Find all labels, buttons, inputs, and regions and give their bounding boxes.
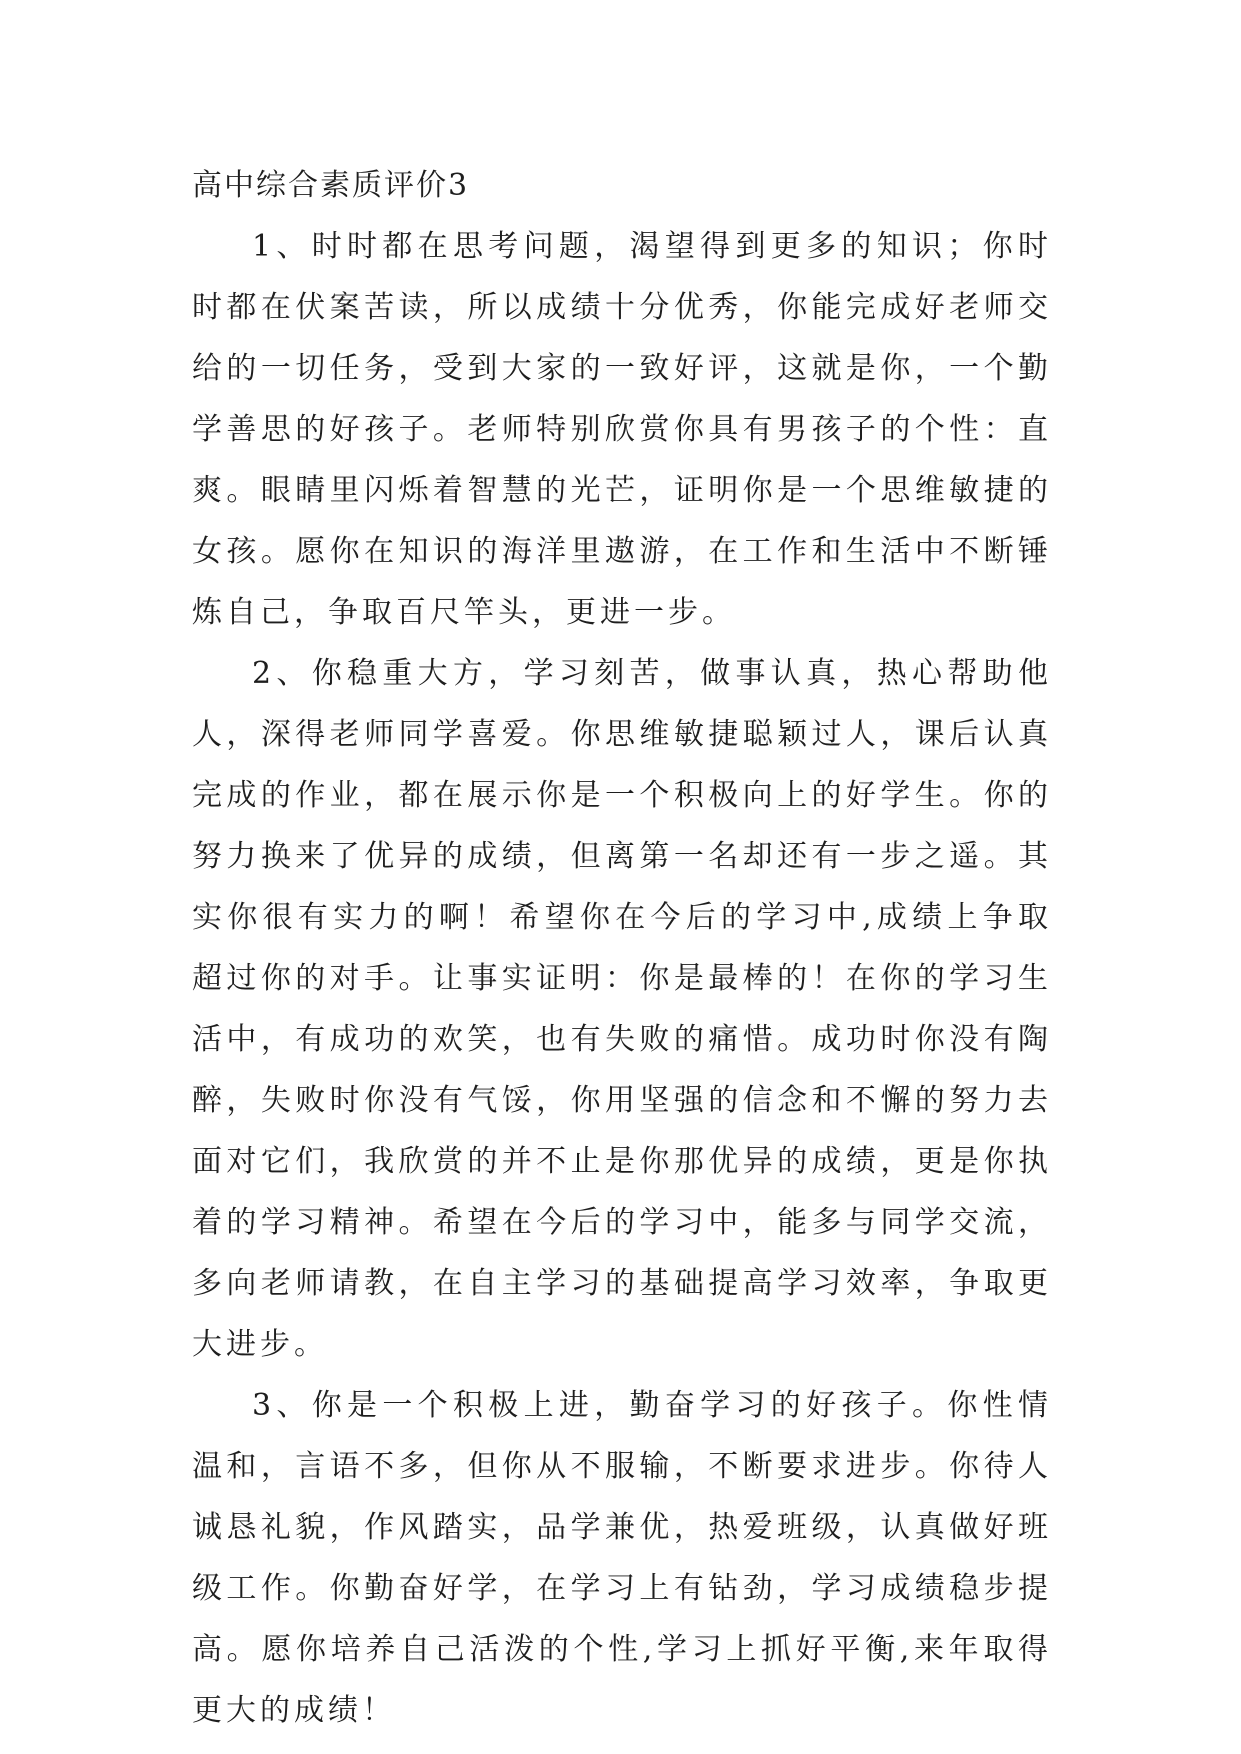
document-title: 高中综合素质评价3 — [192, 168, 470, 203]
paragraph-3: 3、你是一个积极上进，勤奋学习的好孩子。你性情温和，言语不多，但你从不服输，不断要求进步。你待人诚恳礼貌，作风踏实，品学兼优，热爱班级，认真做好班级工作。你勤奋好学，在学习上有钻劲，学习成绩稳步提高。愿你培养自己活泼的个性,学习上抓好平衡,来年取得更大的成绩！ — [192, 1388, 1052, 1728]
paragraph-1: 1、时时都在思考问题，渴望得到更多的知识；你时时都在伏案苦读，所以成绩十分优秀，你能完成好老师交给的一切任务，受到大家的一致好评，这就是你，一个勤学善思的好孩子。老师特别欣赏你具有男孩子的个性：直爽。眼睛里闪烁着智慧的光芒，证明你是一个思维敏捷的女孩。愿你在知识的海洋里遨游，在工作和生活中不断锤炼自己，争取百尺竿头，更进一步。 — [192, 229, 1052, 630]
paragraph-2: 2、你稳重大方，学习刻苦，做事认真，热心帮助他人，深得老师同学喜爱。你思维敏捷聪颖过人，课后认真完成的作业，都在展示你是一个积极向上的好学生。你的努力换来了优异的成绩，但离第一名却还有一步之遥。其实你很有实力的啊！希望你在今后的学习中,成绩上争取超过你的对手。让事实证明：你是最棒的！在你的学习生活中，有成功的欢笑，也有失败的痛惜。成功时你没有陶醉，失败时你没有气馁，你用坚强的信念和不懈的努力去面对它们，我欣赏的并不止是你那优异的成绩，更是你执着的学习精神。希望在今后的学习中，能多与同学交流，多向老师请教，在自主学习的基础提高学习效率，争取更大进步。 — [192, 656, 1052, 1362]
document-body — [192, 155, 1052, 1741]
